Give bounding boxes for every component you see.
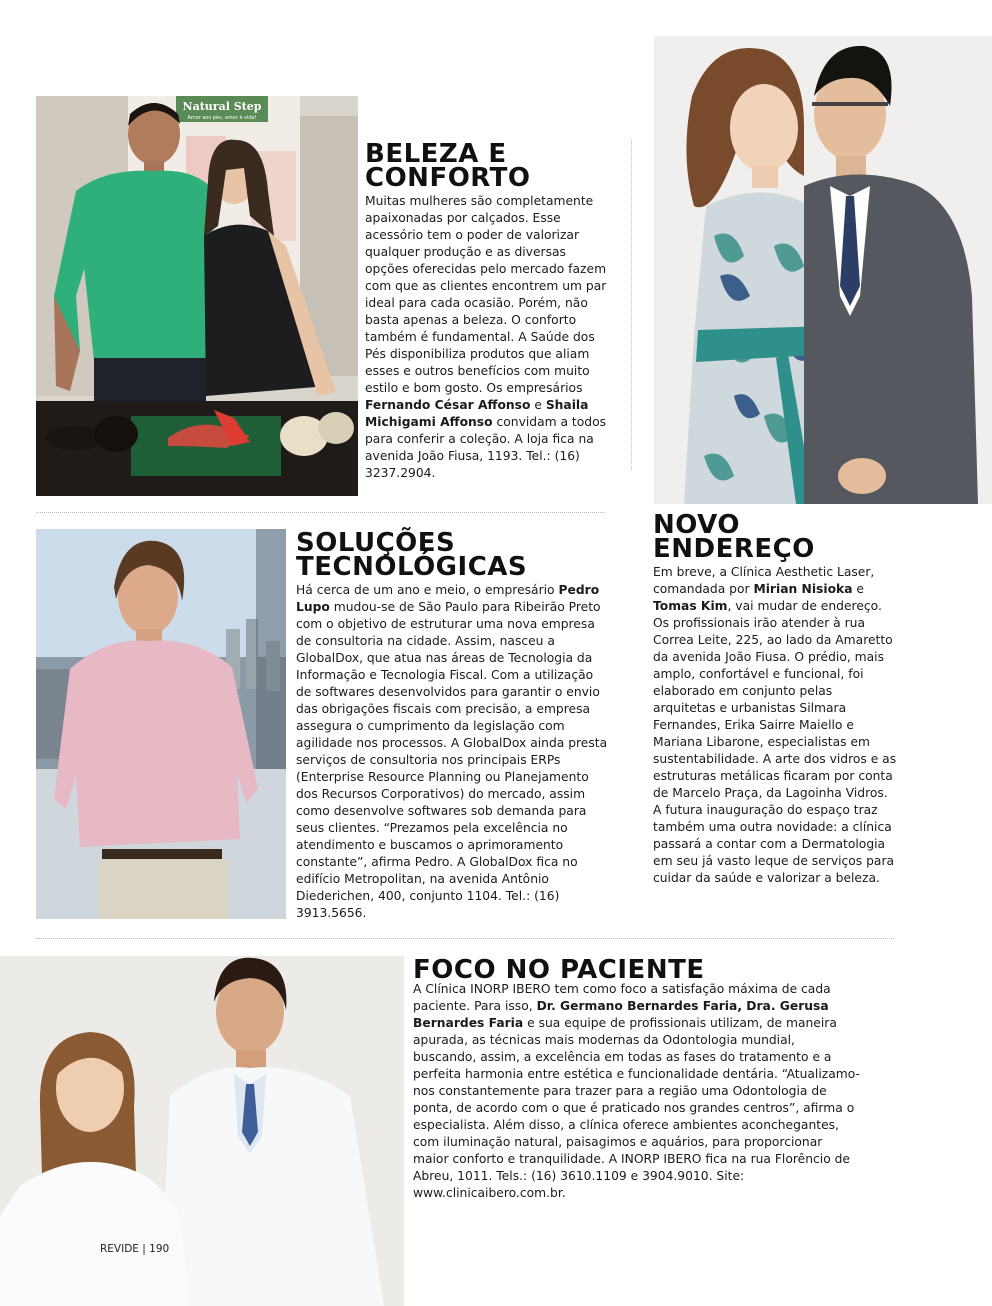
article-beleza-e-conforto-text: Muitas mulheres são completamente apaixonadas por calçados. Esse acessório tem o poder de valorizar qualquer produção e as diversas opções oferecidas pelo mercado fazem com que as clientes encontrem um par ideal para cada ocasião. Porém, não basta apenas a beleza. O conforto também é fundamental. A Saúde dos Pés disponibiliza produtos que aliam esses e outros benefícios com muito estilo e bom gosto. Os empresários Fernando César Affonso e Shaila Michigami Affonso convidam a todos para conferir a coleção. A loja fica na avenida João Fiusa, 1193. Tel.: (16) 3237.2904. <box>365 194 607 480</box>
person-name: Tomas Kim <box>653 599 728 613</box>
heading-foco-no-paciente: FOCO NO PACIENTE <box>413 955 705 985</box>
heading-line-1: BELEZA E <box>365 139 507 169</box>
sign-slogan-text: Amor aos pés, amor à vida! <box>187 115 257 121</box>
article-foco-no-paciente-text: A Clínica INORP IBERO tem como foco a satisfação máxima de cada paciente. Para isso, Dr. Germano Bernardes Faria, Dra. Gerusa Bernardes Faria e sua equipe de profissionais utilizam, de maneira apurada, as técnicas mais modernas da Odontologia mundial, buscando, assim, a excelência em todas as fases do tratamento e a perfeita harmonia entre estética e funcionalidade dentária. “Atualizamo-nos constantemente para trazer para a região uma Odontologia de ponta, de acordo com o que é praticado nos grandes centros”, afirma o especialista. Além disso, a clínica oferece ambientes aconchegantes, com iluminação natural, paisagimos e aquários, para proporcionar maior conforto e tranquilidade. A INORP IBERO fica na rua Florêncio de Abreu, 1011. Tels.: (16) 3610.1109 e 3904.9010. Site: www.clinicaibero.com.br. <box>413 982 860 1200</box>
article-solucoes-tecnologicas-text: Há cerca de um ano e meio, o empresário Pedro Lupo mudou-se de São Paulo para Ribeirão Preto com o objetivo de estruturar uma nova empresa de consultoria na cidade. Assim, nasceu a GlobalDox, que atua nas áreas de Tecnologia da Informação e Tecnologia Fiscal. Com a utilização de softwares desenvolvidos para garantir o envio das obrigações fiscais com precisão, a empresa assegura o cumprimento da legislação com agilidade nos processos. A GlobalDox ainda presta serviços de consultoria nos principais ERPs (Enterprise Resource Planning ou Planejamento dos Recursos Corporativos) do mercado, assim como desenvolve softwares sob demanda para seus clientes. “Prezamos pela excelência no atendimento e buscamos o aprimoramento constante”, afirma Pedro. A GlobalDox fica no edifício Metropolitan, na avenida Antônio Diederichen, 400, conjunto 1104. Tel.: (16) 3913.5656. <box>296 583 608 920</box>
person-name: Shaila Michigami Affonso <box>365 398 589 429</box>
heading-line-2: CONFORTO <box>365 163 531 193</box>
photo-clinic-couple <box>654 36 992 504</box>
heading-line-2: TECNOLÓGICAS <box>296 552 528 582</box>
photo-dentists <box>0 956 404 1306</box>
photo-shoe-store-couple <box>36 96 358 496</box>
section-divider <box>36 512 605 513</box>
heading-line-2: ENDEREÇO <box>653 534 815 564</box>
page-folio <box>100 1243 169 1255</box>
heading-beleza-e-conforto <box>365 139 615 193</box>
person-name: Mirian Nisioka <box>753 582 853 596</box>
page-number: 190 <box>149 1243 170 1255</box>
heading-solucoes-tecnologicas <box>296 528 596 582</box>
folio-separator: | <box>142 1243 150 1255</box>
column-divider <box>631 140 632 470</box>
person-name: Pedro Lupo <box>296 583 600 614</box>
magazine-name: REVIDE <box>100 1243 139 1255</box>
person-name: Fernando César Affonso <box>365 398 531 412</box>
article-novo-endereco-text: Em breve, a Clínica Aesthetic Laser, comandada por Mirian Nisioka e Tomas Kim, vai mudar de endereço. Os profissionais irão atender à rua Correa Leite, 225, ao lado da Amaretto da avenida João Fiusa. O prédio, mais amplo, confortável e funcional, foi elaborado em conjunto pelas arquitetas e urbanistas Silmara Fernandes, Erika Sairre Maiello e Mariana Libarone, especialistas em sustentabilidade. A arte dos vidros e as estruturas metálicas ficaram por conta de Marcelo Praça, da Lagoinha Vidros. A futura inauguração do espaço traz também uma outra novidade: a clínica passará a contar com a Dermatologia em seu já vasto leque de serviços para cuidar da saúde e valorizar a beleza. <box>653 565 897 885</box>
heading-line-1: NOVO <box>653 510 740 540</box>
heading-line-1: SOLUÇÕES <box>296 528 456 558</box>
person-name: Dr. Germano Bernardes Faria, Dra. Gerusa Bernardes Faria <box>413 999 829 1030</box>
sign-brand-text: Natural Step <box>182 100 262 113</box>
section-divider <box>36 938 894 939</box>
photo-pedro-lupo <box>36 529 286 919</box>
heading-novo-endereco <box>653 510 893 564</box>
